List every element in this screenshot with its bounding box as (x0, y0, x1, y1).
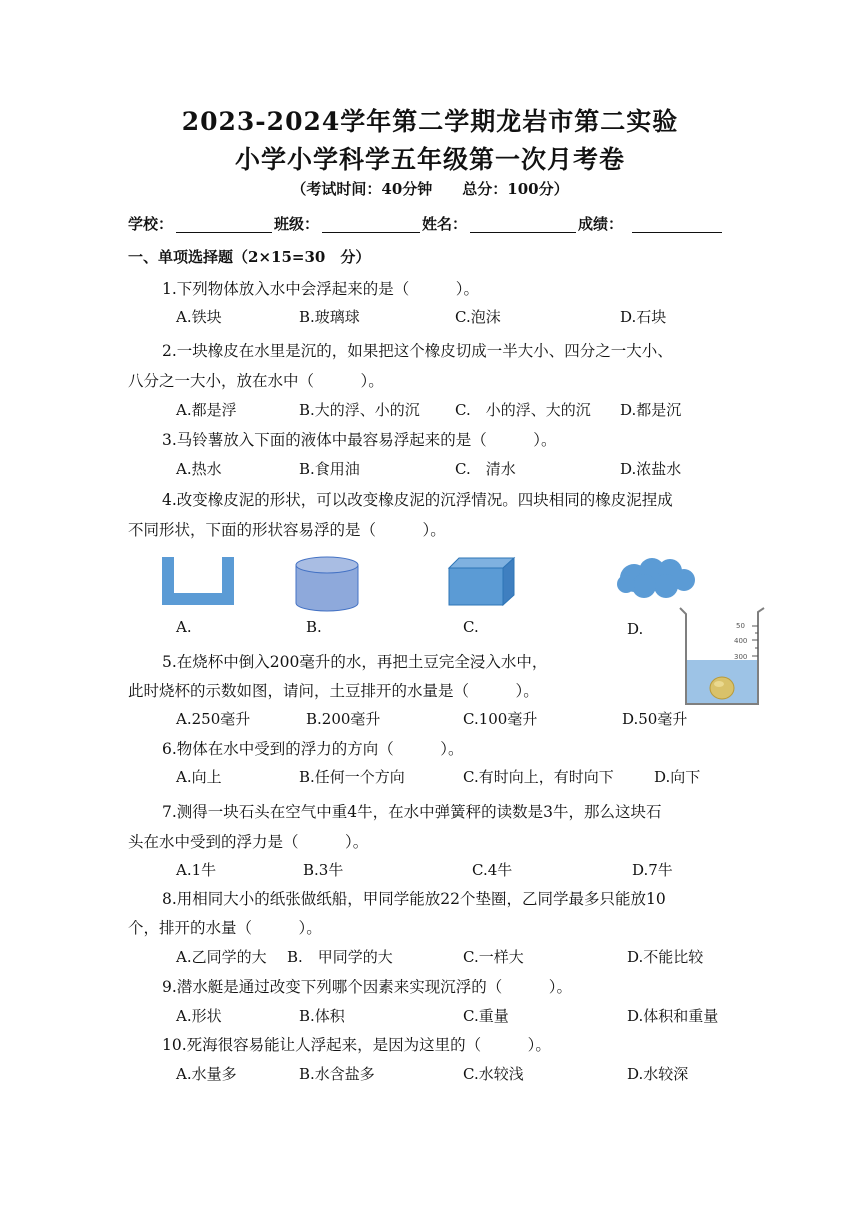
option-a[interactable]: A. (176, 618, 192, 636)
question-stem: 8.用相同大小的纸张做纸船，甲同学能放22个垫圈，乙同学最多只能放10 (162, 890, 666, 908)
exam-subtitle: （考试时间：40分钟 总分：100分） (291, 180, 569, 198)
option-d[interactable]: D.石块 (620, 308, 667, 326)
section-title: 一、单项选择题（2×15=30 分） (128, 248, 371, 266)
option-a[interactable]: A.250毫升 (176, 710, 251, 728)
option-c[interactable]: C.一样大 (463, 948, 524, 966)
option-a[interactable]: A.都是浮 (176, 401, 237, 419)
option-d[interactable]: D.向下 (654, 768, 701, 786)
question-stem: 3.马铃薯放入下面的液体中最容易浮起来的是（ ）。 (162, 431, 557, 449)
option-a[interactable]: A.乙同学的大 (176, 948, 267, 966)
option-a[interactable]: A.铁块 (176, 308, 222, 326)
beaker-image (676, 604, 768, 708)
cuboid-shape-icon (446, 555, 518, 607)
option-d[interactable]: D.7牛 (632, 861, 673, 879)
score-field[interactable] (632, 232, 722, 233)
question-stem: 4.改变橡皮泥的形状，可以改变橡皮泥的沉浮情况。四块相同的橡皮泥捏成 (162, 491, 673, 509)
question-stem-cont: 不同形状，下面的形状容易浮的是（ ）。 (128, 521, 446, 539)
open-box-shape-icon (160, 555, 236, 607)
beaker-label: 400 (734, 637, 748, 645)
question-stem: 5.在烧杯中倒入200毫升的水，再把土豆完全浸入水中， (162, 653, 548, 671)
option-d[interactable]: D.不能比较 (627, 948, 704, 966)
option-b[interactable]: B.200毫升 (306, 710, 381, 728)
class-label: 班级： (274, 215, 320, 233)
cloud-shape-icon (614, 556, 698, 600)
option-b[interactable]: B.水含盐多 (299, 1065, 375, 1083)
option-b[interactable]: B.大的浮、小的沉 (299, 401, 420, 419)
page-title-line1: 2023-2024学年第二学期龙岩市第二实验 (181, 107, 679, 136)
option-a[interactable]: A.热水 (176, 460, 222, 478)
name-label: 姓名： (422, 215, 468, 233)
cylinder-shape-icon (292, 555, 362, 613)
question-stem-cont: 个，排开的水量（ ）。 (128, 919, 322, 937)
option-d[interactable]: D.都是沉 (620, 401, 682, 419)
question-stem-cont: 此时烧杯的示数如图，请问，土豆排开的水量是（ ）。 (128, 682, 539, 700)
question-stem: 2.一块橡皮在水里是沉的，如果把这个橡皮切成一半大小、四分之一大小、 (162, 342, 673, 360)
option-b[interactable]: B. (306, 618, 322, 636)
option-d[interactable]: D. (627, 620, 644, 638)
option-c[interactable]: C.重量 (463, 1007, 509, 1025)
option-b[interactable]: B.体积 (299, 1007, 345, 1025)
option-b[interactable]: B.玻璃球 (299, 308, 360, 326)
page-title-line2: 小学小学科学五年级第一次月考卷 (234, 145, 625, 174)
school-label: 学校： (128, 215, 174, 233)
option-b[interactable]: B. 甲同学的大 (287, 948, 393, 966)
question-stem: 1.下列物体放入水中会浮起来的是（ ）。 (162, 280, 480, 298)
option-d[interactable]: D.水较深 (627, 1065, 689, 1083)
name-field[interactable] (470, 232, 576, 233)
beaker-label: 50 (736, 622, 745, 630)
option-a[interactable]: A.形状 (176, 1007, 222, 1025)
option-d[interactable]: D.50毫升 (622, 710, 688, 728)
option-c[interactable]: C. 小的浮、大的沉 (455, 401, 591, 419)
option-b[interactable]: B.任何一个方向 (299, 768, 405, 786)
option-c[interactable]: C. 清水 (455, 460, 516, 478)
question-stem: 10.死海很容易能让人浮起来，是因为这里的（ ）。 (162, 1036, 551, 1054)
option-c[interactable]: C.水较浅 (463, 1065, 524, 1083)
school-field[interactable] (176, 232, 272, 233)
option-c[interactable]: C.4牛 (472, 861, 513, 879)
beaker-label: 300 (734, 653, 748, 661)
score-label: 成绩： (578, 215, 624, 233)
question-stem-cont: 头在水中受到的浮力是（ ）。 (128, 833, 369, 851)
option-a[interactable]: A.水量多 (176, 1065, 237, 1083)
option-c[interactable]: C.有时向上，有时向下 (463, 768, 614, 786)
option-d[interactable]: D.浓盐水 (620, 460, 682, 478)
question-stem: 9.潜水艇是通过改变下列哪个因素来实现沉浮的（ ）。 (162, 978, 573, 996)
option-b[interactable]: B.3牛 (303, 861, 344, 879)
option-c[interactable]: C.100毫升 (463, 710, 538, 728)
question-stem-cont: 八分之一大小，放在水中（ ）。 (128, 372, 384, 390)
option-d[interactable]: D.体积和重量 (627, 1007, 719, 1025)
question-stem: 7.测得一块石头在空气中重4牛，在水中弹簧秤的读数是3牛，那么这块石 (162, 803, 662, 821)
question-stem: 6.物体在水中受到的浮力的方向（ ）。 (162, 740, 464, 758)
option-a[interactable]: A.1牛 (176, 861, 217, 879)
option-b[interactable]: B.食用油 (299, 460, 360, 478)
option-c[interactable]: C.泡沫 (455, 308, 501, 326)
class-field[interactable] (322, 232, 420, 233)
option-c[interactable]: C. (463, 618, 479, 636)
option-a[interactable]: A.向上 (176, 768, 222, 786)
